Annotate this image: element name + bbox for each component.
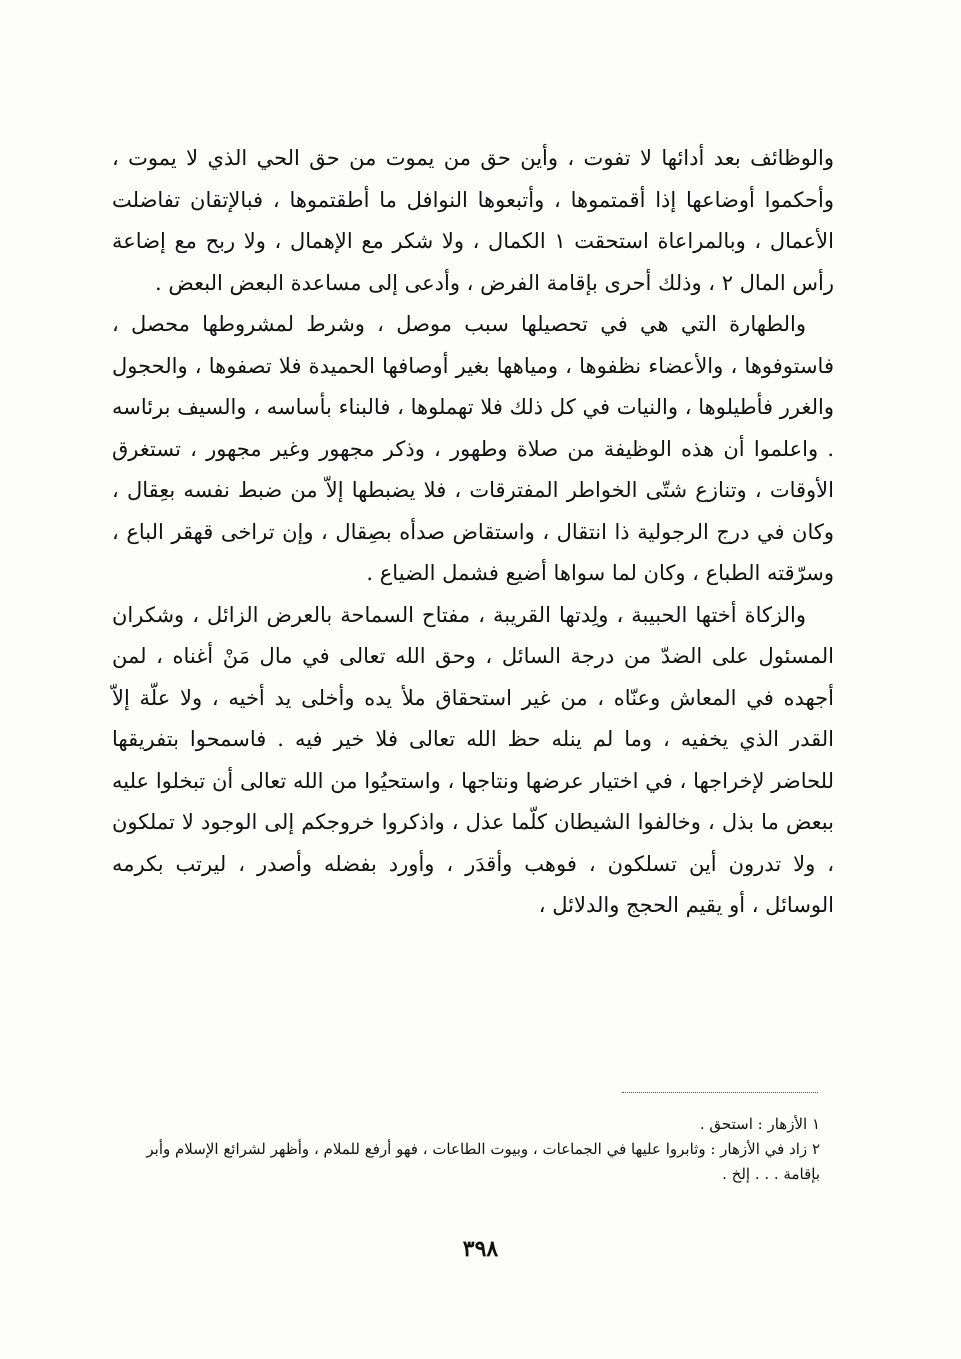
page-number: ٣٩٨ xyxy=(462,1236,499,1262)
paragraph-1: والوظائف بعد أدائها لا تفوت ، وأين حق من يموت من حق الحي الذي لا يموت ، وأحكموا أوضاعها إذا أقمتموها ، وأتبعوها النوافل ما أطقتموها ، فبالإتقان تفاضلت الأعمال ، وبالمراعاة استحقت ١ الكمال ، ولا شكر مع الإهمال ، ولا ربح مع إضاعة رأس المال ٢ ، وذلك أحرى بإقامة الفرض ، وأدعى إلى مساعدة البعض البعض . xyxy=(112,146,834,295)
main-text-body xyxy=(112,138,834,927)
footnote-2: ٢ زاد في الأزهار : وثابروا عليها في الجماعات ، وبيوت الطاعات ، فهو أرفع للملام ، وأظهر لشرائع الإسلام وأبر بإقامة . . . إلخ . xyxy=(146,1140,820,1183)
footnote-1: ١ الأزهار : استحق . xyxy=(699,1115,820,1133)
paragraph-3: والزكاة أختها الحبيبة ، ولِدتها القريبة ، مفتاح السماحة بالعرض الزائل ، وشكران المسئول على الضدّ من درجة السائل ، وحق الله تعالى في مال مَنْ أغناه ، لمن أجهده في المعاش وعنّاه ، من غير استحقاق ملأ يده وأخلى يد أخيه ، ولا علّة إلاّ القدر الذي يخفيه ، وما لم ينله حظ الله تعالى فلا خير فيه . فاسمحوا بتفريقها للحاضر لإخراجها ، في اختيار عرضها ونتاجها ، واستحيُوا من الله تعالى أن تبخلوا عليه ببعض ما بذل ، وخالفوا الشيطان كلّما عذل ، واذكروا خروجكم إلى الوجود لا تملكون ، ولا تدرون أين تسلكون ، فوهب وأقدَر ، وأورد بفضله وأصدر ، ليرتب بكرمه الوسائل ، أو يقيم الحجج والدلائل ، xyxy=(112,602,835,917)
paragraph-2: والطهارة التي هي في تحصيلها سبب موصل ، وشرط لمشروطها محصل ، فاستوفوها ، والأعضاء نظفوها ، ومياهها بغير أوصافها الحميدة فلا تصفوها ، والحجول والغرر فأطيلوها ، والنيات في كل ذلك فلا تهملوها ، فالبناء بأساسه ، والسيف برئاسه . واعلموا أن هذه الوظيفة من صلاة وطهور ، وذكر مجهور وغير مجهور ، تستغرق الأوقات ، وتنازع شتّى الخواطر المفترقات ، فلا يضبطها إلاّ من ضبط نفسه بعِقال ، وكان في درج الرجولية ذا انتقال ، واستقاض صدأه بصِقال ، وإن تراخى قهقر الباع ، وسرّقته الطباع ، وكان لما سواها أضيع فشمل الضياع . xyxy=(112,312,834,585)
footnote-separator xyxy=(622,1092,818,1093)
footnotes xyxy=(112,1112,820,1187)
